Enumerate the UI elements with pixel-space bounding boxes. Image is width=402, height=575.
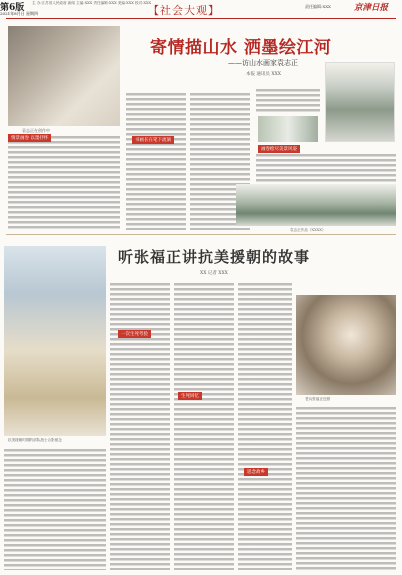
article1-col-1 <box>8 135 120 230</box>
masthead-meta: 主 办:江苏省人民政府 新闻 主编:XXX 责任编辑:XXX 美编:XXX 校对:XXX <box>32 1 152 5</box>
painting-small <box>258 116 318 142</box>
article2-col-1 <box>110 282 170 570</box>
article1-col-4 <box>256 88 320 114</box>
article2-col-4 <box>296 406 396 570</box>
article1-title: 寄情描山水 洒墨绘江河 <box>150 38 332 58</box>
masthead-editor: 责任编辑:XXX <box>305 4 331 9</box>
article1-subhead-1: 情景画卷 以墨抒怀 <box>8 134 51 142</box>
article1-subtitle: ——访山水画家袁志正 <box>228 59 298 67</box>
veteran-photo-caption: 老兵张福正近照 <box>305 397 331 401</box>
article2-col-3 <box>238 282 292 570</box>
masthead-rule <box>6 18 396 19</box>
newspaper-logo: 京津日报 <box>354 3 389 13</box>
page-number: 第6版 <box>0 3 25 13</box>
article-divider <box>6 234 396 235</box>
article2-title: 听张福正讲抗美援朝的故事 <box>118 248 311 266</box>
article1-col-5 <box>256 153 396 183</box>
article1-subhead-3: 画卷绘尽美景风姿 <box>258 145 300 153</box>
article2-col-left <box>4 448 106 570</box>
section-title: 【社会大观】 <box>148 4 220 17</box>
article1-col-2 <box>126 92 186 230</box>
soldiers-photo-caption: 抗美援朝时期的部队战士合影留念 <box>8 438 62 442</box>
article1-byline: 本报 通讯员 XXX <box>246 72 281 77</box>
painting-landscape <box>236 184 396 226</box>
article2-subhead-3: 思念故乡 <box>244 468 268 476</box>
painting-caption: 袁志正作品《XXXX》 <box>290 228 326 232</box>
article2-subhead-2: 生死回忆 <box>178 392 202 400</box>
veteran-photo <box>296 295 396 395</box>
artist-photo <box>8 26 120 126</box>
article1-subhead-2: 书画长在笔下流淌 <box>132 136 174 144</box>
soldiers-photo <box>4 246 106 436</box>
article2-byline: XX 记者 XXX <box>200 271 228 276</box>
issue-date: 2021年8月日 星期四 <box>0 11 38 16</box>
artist-photo-caption: 袁志正在创作中 <box>22 128 50 133</box>
article2-subhead-1: 一次生死考验 <box>118 330 151 338</box>
article2-col-2 <box>174 282 234 570</box>
painting-vertical <box>325 62 395 142</box>
